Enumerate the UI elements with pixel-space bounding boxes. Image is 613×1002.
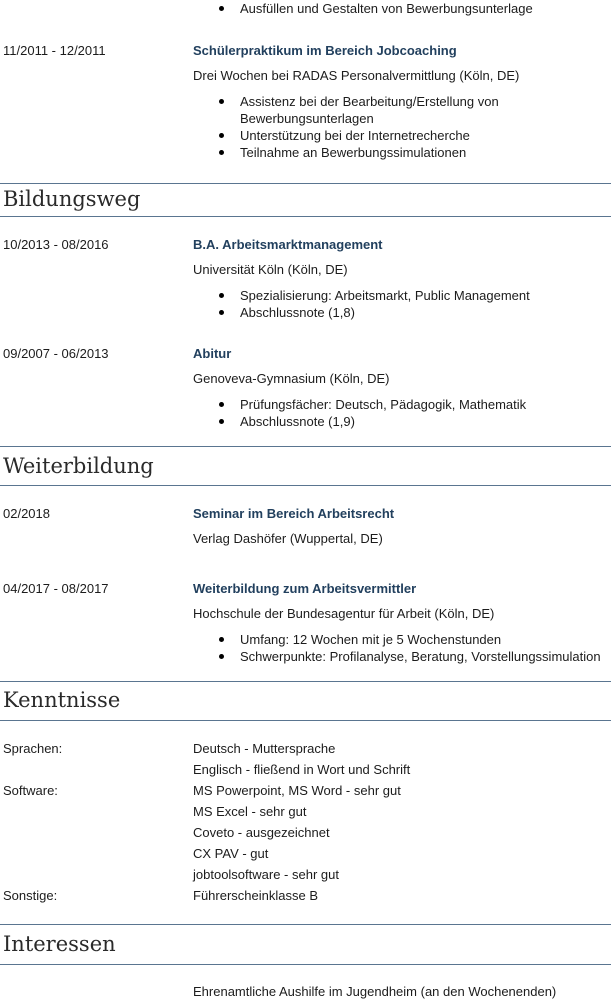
section-top-rule (0, 446, 611, 447)
bullet-item: Prüfungsfächer: Deutsch, Pädagogik, Mathematik (218, 396, 526, 413)
skill-label-sprachen: Sprachen: (3, 741, 63, 756)
skill-value: Coveto - ausgezeichnet (193, 825, 330, 840)
skill-label-sonstige: Sonstige: (3, 888, 58, 903)
skill-value: Englisch - fließend in Wort und Schrift (193, 762, 411, 777)
bullet-item: Assistenz bei der Bearbeitung/Erstellung von Bewerbungsunterlagen (218, 93, 499, 127)
skill-value: Deutsch - Muttersprache (193, 741, 336, 756)
entry-title: Weiterbildung zum Arbeitsvermittler (193, 581, 417, 596)
entry-title: Abitur (193, 346, 232, 361)
skill-label-software: Software: (3, 783, 58, 798)
section-top-rule (0, 183, 611, 184)
previous-entry-bullets (218, 0, 533, 17)
entry-bullets (218, 631, 601, 665)
bullet-item: Schwerpunkte: Profilanalyse, Beratung, Vorstellungssimulation (218, 648, 601, 665)
bullet-item: Spezialisierung: Arbeitsmarkt, Public Management (218, 287, 530, 304)
entry-date: 09/2007 - 06/2013 (3, 346, 109, 361)
entry-date: 10/2013 - 08/2016 (3, 237, 109, 252)
bullet-item: Umfang: 12 Wochen mit je 5 Wochenstunden (218, 631, 601, 648)
entry-title: Schülerpraktikum im Bereich Jobcoaching (193, 43, 457, 58)
entry-bullets (218, 93, 499, 161)
bullet-item: Abschlussnote (1,8) (218, 304, 530, 321)
entry-organization: Genoveva-Gymnasium (Köln, DE) (193, 371, 390, 386)
bullet-item: Abschlussnote (1,9) (218, 413, 526, 430)
bullet-item: Teilnahme an Bewerbungssimulationen (218, 144, 499, 161)
entry-date: 04/2017 - 08/2017 (3, 581, 109, 596)
section-bottom-rule (0, 216, 611, 217)
skill-value: MS Powerpoint, MS Word - sehr gut (193, 783, 401, 798)
section-top-rule (0, 681, 611, 682)
entry-date: 11/2011 - 12/2011 (3, 43, 106, 58)
entry-title: B.A. Arbeitsmarktmanagement (193, 237, 383, 252)
skill-value: CX PAV - gut (193, 846, 269, 861)
entry-organization: Hochschule der Bundesagentur für Arbeit (Köln, DE) (193, 606, 495, 621)
skill-value: Führerscheinklasse B (193, 888, 318, 903)
entry-organization: Verlag Dashöfer (Wuppertal, DE) (193, 531, 383, 546)
entry-organization: Universität Köln (Köln, DE) (193, 262, 348, 277)
skill-value: jobtoolsoftware - sehr gut (193, 867, 339, 882)
interest-item: Ehrenamtliche Aushilfe im Jugendheim (an den Wochenenden) (193, 984, 557, 999)
entry-date: 02/2018 (3, 506, 50, 521)
entry-title: Seminar im Bereich Arbeitsrecht (193, 506, 395, 521)
section-heading-interessen: Interessen (3, 932, 116, 956)
section-bottom-rule (0, 720, 611, 721)
section-heading-weiterbildung: Weiterbildung (3, 454, 154, 478)
entry-bullets (218, 396, 526, 430)
section-heading-kenntnisse: Kenntnisse (3, 688, 121, 712)
skill-value: MS Excel - sehr gut (193, 804, 307, 819)
section-top-rule (0, 924, 611, 925)
section-heading-bildungsweg: Bildungsweg (3, 187, 141, 211)
bullet-item: Ausfüllen und Gestalten von Bewerbungsunterlage (218, 0, 533, 17)
entry-organization: Drei Wochen bei RADAS Personalvermittlung (Köln, DE) (193, 68, 520, 83)
bullet-item: Unterstützung bei der Internetrecherche (218, 127, 499, 144)
section-bottom-rule (0, 964, 611, 965)
section-bottom-rule (0, 485, 611, 486)
entry-bullets (218, 287, 530, 321)
